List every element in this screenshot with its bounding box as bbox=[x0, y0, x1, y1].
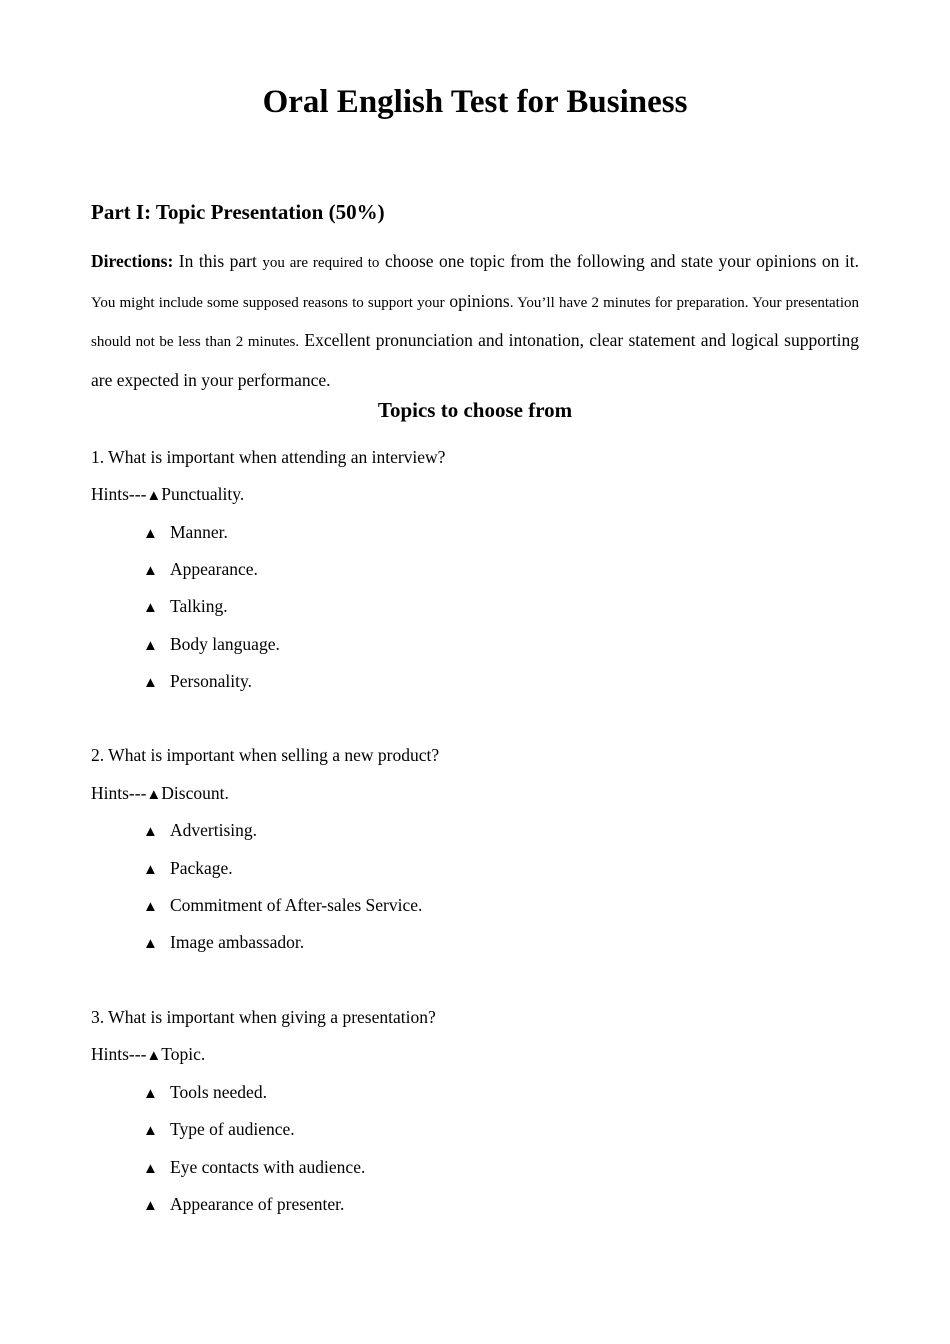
hint-item bbox=[143, 1155, 365, 1181]
hint-item bbox=[143, 856, 233, 882]
directions-text-5: opinions bbox=[449, 290, 510, 311]
hint-text: Type of audience. bbox=[170, 1119, 295, 1139]
hint-item bbox=[143, 520, 228, 546]
hint-text: Appearance. bbox=[170, 559, 258, 579]
hints-line bbox=[91, 482, 244, 508]
hint-text: Tools needed. bbox=[170, 1082, 267, 1102]
hint-item bbox=[143, 930, 304, 956]
part-heading: Part I: Topic Presentation (50%) bbox=[91, 200, 385, 224]
hint-text: Talking. bbox=[170, 596, 228, 616]
triangle-bullet-icon: ▲ bbox=[143, 1086, 158, 1102]
hints-line bbox=[91, 1042, 205, 1068]
hint-item bbox=[143, 1192, 344, 1218]
hint-item bbox=[143, 594, 228, 620]
hints-prefix: Hints--- bbox=[91, 1044, 147, 1064]
hint-item bbox=[143, 1080, 267, 1106]
triangle-bullet-icon: ▲ bbox=[143, 638, 158, 654]
directions-text-1: In this part bbox=[178, 251, 257, 271]
triangle-bullet-icon: ▲ bbox=[146, 488, 162, 504]
hint-text: Eye contacts with audience. bbox=[170, 1157, 366, 1177]
directions-text-3: choose one topic from the following and state your opinions on it. bbox=[384, 251, 860, 271]
hint-item bbox=[143, 1117, 295, 1143]
topic-question: 1. What is important when attending an interview? bbox=[91, 447, 446, 467]
hints-prefix: Hints--- bbox=[91, 484, 147, 504]
hint-text: Topic. bbox=[161, 1044, 206, 1064]
document-title: Oral English Test for Business bbox=[262, 84, 688, 120]
triangle-bullet-icon: ▲ bbox=[143, 675, 158, 691]
triangle-bullet-icon: ▲ bbox=[143, 936, 158, 952]
topic-question: 2. What is important when selling a new product? bbox=[91, 745, 440, 765]
hint-text: Discount. bbox=[161, 783, 229, 803]
hint-text: Appearance of presenter. bbox=[170, 1194, 345, 1214]
hint-item bbox=[143, 818, 257, 844]
topics-heading: Topics to choose from bbox=[377, 398, 573, 422]
triangle-bullet-icon: ▲ bbox=[143, 563, 158, 579]
hint-text: Body language. bbox=[170, 634, 280, 654]
hint-item bbox=[143, 632, 280, 658]
directions-text-6: . You’ll have 2 minutes for preparation. Your presentation should not be less than 2 minutes. bbox=[91, 294, 859, 350]
triangle-bullet-icon: ▲ bbox=[146, 787, 162, 803]
triangle-bullet-icon: ▲ bbox=[143, 899, 158, 915]
triangle-bullet-icon: ▲ bbox=[143, 600, 158, 616]
directions-text-7: Excellent pronunciation and intonation, clear statement and logical supporting are expected in your performance. bbox=[91, 330, 860, 390]
hints-prefix: Hints--- bbox=[91, 783, 147, 803]
directions-label: Directions: bbox=[91, 251, 174, 271]
triangle-bullet-icon: ▲ bbox=[143, 526, 158, 542]
triangle-bullet-icon: ▲ bbox=[143, 824, 158, 840]
triangle-bullet-icon: ▲ bbox=[143, 862, 158, 878]
hint-text: Manner. bbox=[170, 522, 228, 542]
hint-text: Advertising. bbox=[170, 820, 258, 840]
directions-text-2: you are required to bbox=[262, 255, 380, 271]
triangle-bullet-icon: ▲ bbox=[143, 1123, 158, 1139]
triangle-bullet-icon: ▲ bbox=[143, 1198, 158, 1214]
topic-question: 3. What is important when giving a presentation? bbox=[91, 1007, 436, 1027]
triangle-bullet-icon: ▲ bbox=[143, 1161, 158, 1177]
hint-text: Punctuality. bbox=[161, 484, 245, 504]
hint-text: Image ambassador. bbox=[170, 932, 305, 952]
triangle-bullet-icon: ▲ bbox=[146, 1048, 162, 1064]
directions-paragraph bbox=[91, 243, 859, 399]
hints-line bbox=[91, 781, 229, 807]
hint-text: Commitment of After-sales Service. bbox=[170, 895, 423, 915]
hint-text: Package. bbox=[170, 858, 233, 878]
hint-item bbox=[143, 557, 258, 583]
hint-item bbox=[143, 669, 252, 695]
hint-text: Personality. bbox=[170, 671, 252, 691]
hint-item bbox=[143, 893, 422, 919]
directions-text-4: You might include some supposed reasons to support your bbox=[91, 294, 445, 311]
